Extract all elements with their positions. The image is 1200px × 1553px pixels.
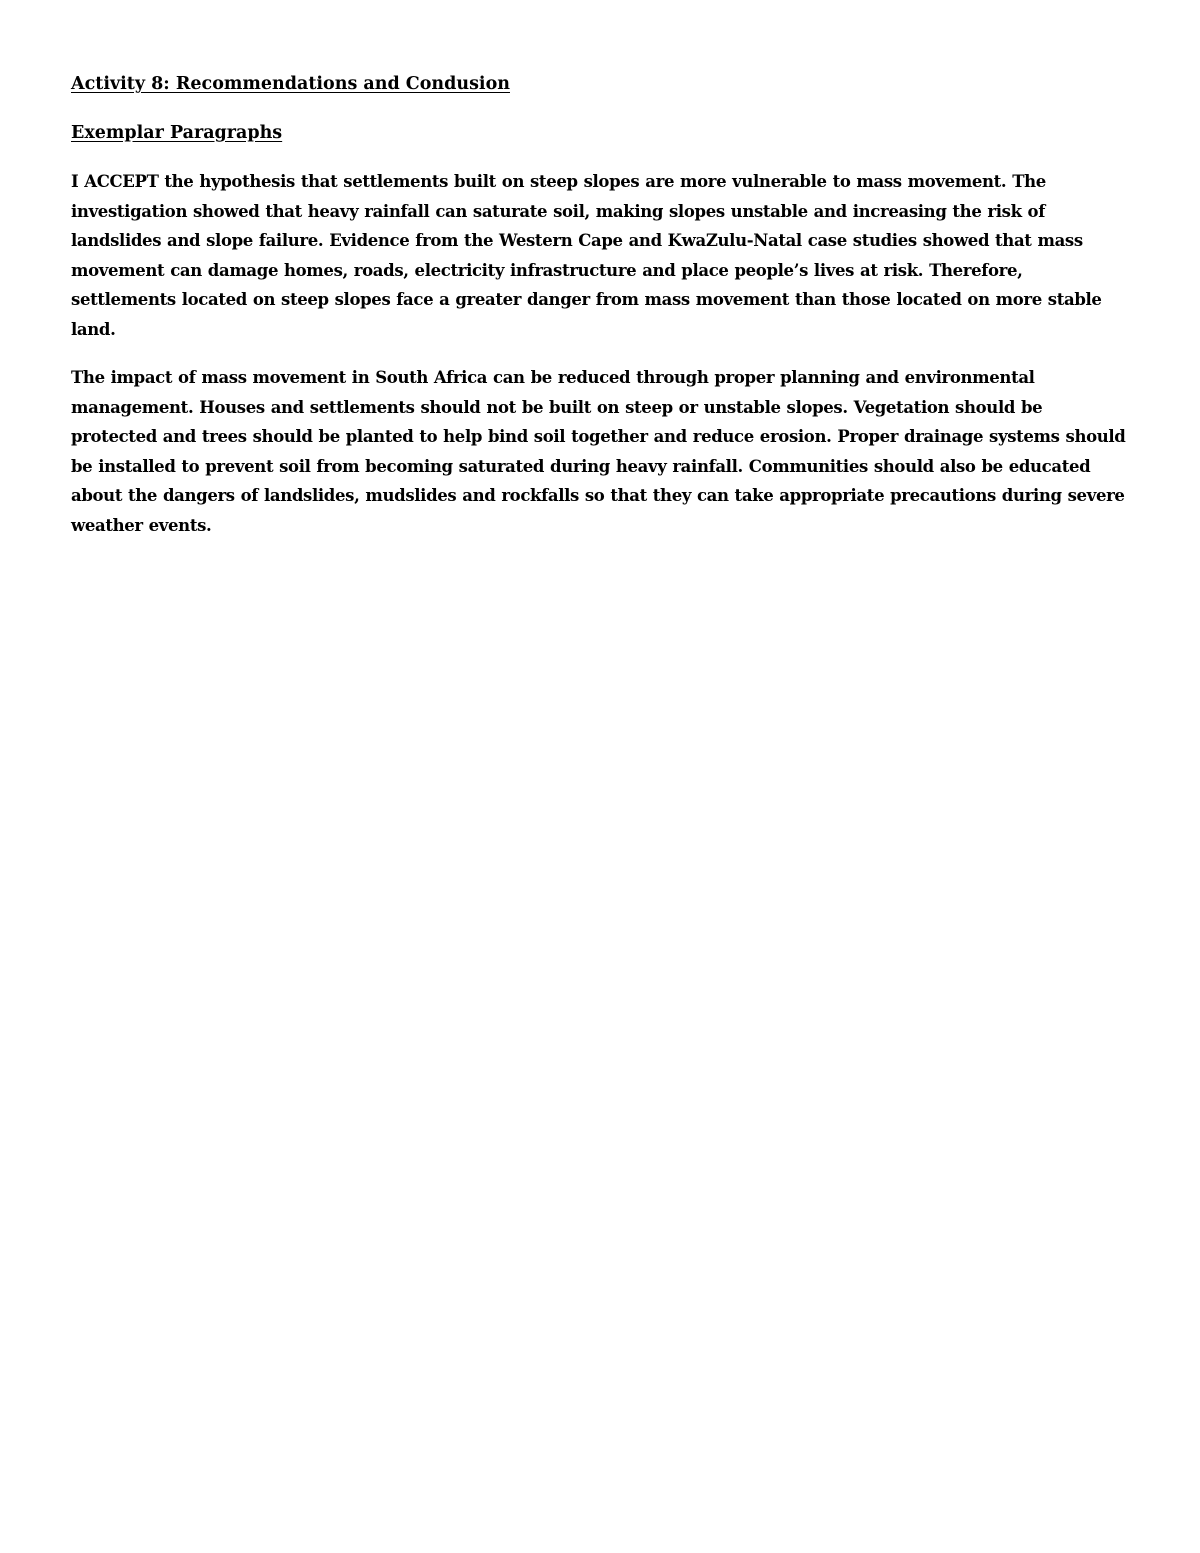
document-subtitle: Exemplar Paragraphs xyxy=(71,122,283,143)
document-page xyxy=(71,70,1131,559)
document-title: Activity 8: Recommendations and Condusion xyxy=(71,74,510,94)
paragraph-hypothesis: I ACCEPT the hypothesis that settlements built on steep slopes are more vulnerable to mass movement. The investigation showed that heavy rainfall can saturate soil, making slopes unstable and increasing the risk of landslides and slope failure. Evidence from the Western Cape and KwaZulu-Natal case studies showed that mass movement can damage homes, roads, electricity infrastructure and place people’s lives at risk. Therefore, settlements located on steep slopes face a greater danger from mass movement than those located on more stable land. xyxy=(71,172,1102,339)
paragraph-recommendations: The impact of mass movement in South Africa can be reduced through proper planning and environmental management. Houses and settlements should not be built on steep or unstable slopes. Vegetation should be protected and trees should be planted to help bind soil together and reduce erosion. Proper drainage systems should be installed to prevent soil from becoming saturated during heavy rainfall. Communities should also be educated about the dangers of landslides, mudslides and rockfalls so that they can take appropriate precautions during severe weather events. xyxy=(71,368,1126,535)
